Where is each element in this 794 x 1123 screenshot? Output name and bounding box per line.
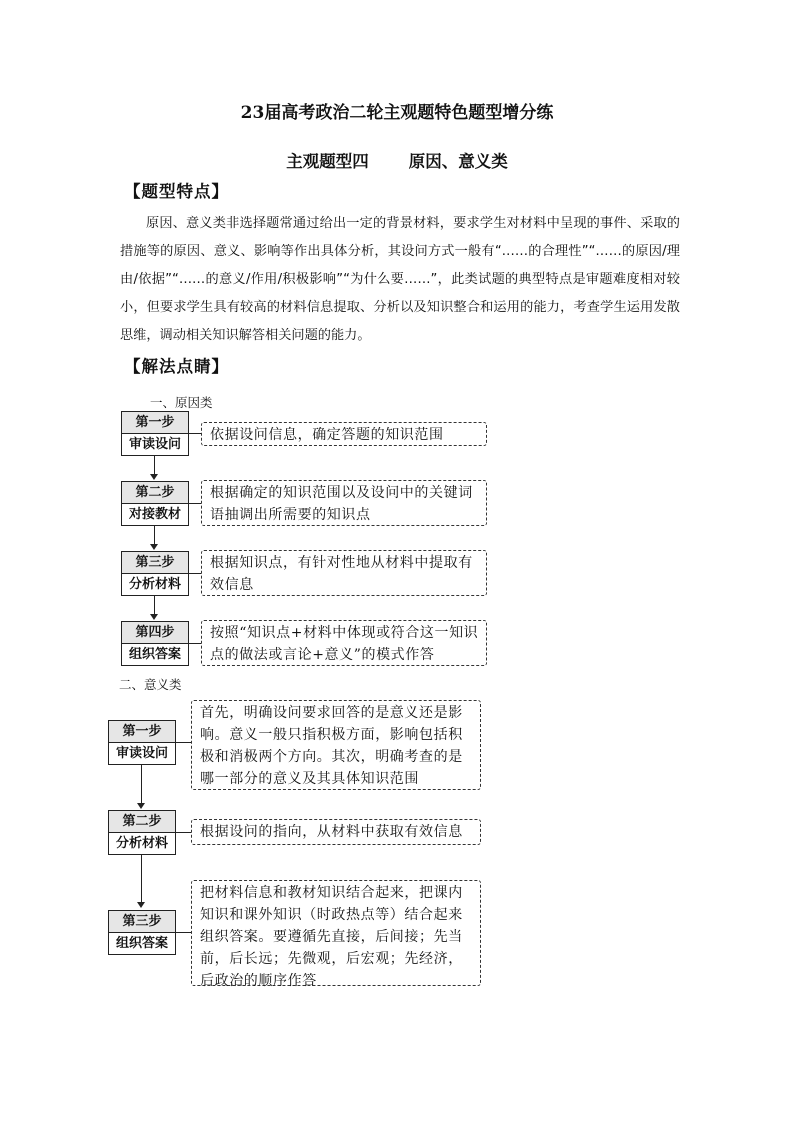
cause-step-1-name: 审读设问 bbox=[128, 437, 181, 452]
cause-step-4 bbox=[121, 621, 189, 666]
cause-step-2-desc: 根据确定的知识范围以及设问中的关键词语抽调出所需要的知识点 bbox=[201, 480, 487, 526]
cause-step-3-name: 分析材料 bbox=[128, 577, 181, 592]
meaning-step-1-desc: 首先，明确设问要求回答的是意义还是影响。意义一般只指积极方面，影响包括积极和消极两个方向。其次，明确考查的是哪一部分的意义及其具体知识范围 bbox=[191, 700, 481, 790]
flow-line bbox=[141, 855, 142, 902]
subtitle-type: 主观题型四 bbox=[286, 152, 369, 171]
meaning-step-2-desc: 根据设问的指向，从材料中获取有效信息 bbox=[191, 819, 481, 845]
meaning-step-2 bbox=[108, 810, 176, 855]
flow-line bbox=[141, 765, 142, 803]
meaning-step-1-name: 审读设问 bbox=[115, 746, 168, 761]
connector bbox=[174, 742, 191, 743]
meaning-section-label: 二、意义类 bbox=[119, 677, 182, 692]
flow-line bbox=[154, 596, 155, 614]
cause-section-label: 一、原因类 bbox=[150, 395, 213, 410]
connector bbox=[174, 832, 191, 833]
cause-step-3-desc: 根据知识点，有针对性地从材料中提取有效信息 bbox=[201, 550, 487, 596]
cause-step-4-number: 第四步 bbox=[122, 622, 188, 644]
cause-step-3 bbox=[121, 551, 189, 596]
cause-step-2 bbox=[121, 481, 189, 526]
meaning-step-1 bbox=[108, 720, 176, 765]
meaning-step-3 bbox=[108, 910, 176, 955]
meaning-step-3-desc: 把材料信息和教材知识结合起来，把课内知识和课外知识（时政热点等）结合起来组织答案。要遵循先直接，后间接；先当前，后长远；先微观，后宏观；先经济，后政治的顺序作答 bbox=[191, 880, 481, 986]
flow-line bbox=[154, 526, 155, 544]
flow-line bbox=[154, 456, 155, 474]
arrow-down-icon bbox=[150, 544, 158, 550]
arrow-down-icon bbox=[137, 902, 145, 908]
cause-step-1 bbox=[121, 411, 189, 456]
meaning-step-3-number: 第三步 bbox=[109, 911, 175, 933]
connector bbox=[187, 433, 201, 434]
meaning-step-3-name: 组织答案 bbox=[115, 936, 168, 951]
arrow-down-icon bbox=[150, 474, 158, 480]
document-subtitle bbox=[0, 148, 794, 172]
cause-step-2-number: 第二步 bbox=[122, 482, 188, 504]
subtitle-category: 原因、意义类 bbox=[408, 152, 508, 171]
cause-step-4-desc: 按照“知识点+材料中体现或符合这一知识点的做法或言论+意义”的模式作答 bbox=[201, 620, 487, 666]
cause-step-2-name: 对接教材 bbox=[128, 507, 181, 522]
arrow-down-icon bbox=[137, 803, 145, 809]
connector bbox=[187, 573, 201, 574]
meaning-step-1-number: 第一步 bbox=[109, 721, 175, 743]
cause-step-1-desc: 依据设问信息，确定答题的知识范围 bbox=[201, 422, 487, 446]
meaning-step-2-number: 第二步 bbox=[109, 811, 175, 833]
connector bbox=[187, 503, 201, 504]
arrow-down-icon bbox=[150, 614, 158, 620]
method-heading: 【解法点睛】 bbox=[124, 357, 229, 376]
cause-step-1-number: 第一步 bbox=[122, 412, 188, 434]
cause-step-3-number: 第三步 bbox=[122, 552, 188, 574]
document-title: 23届高考政治二轮主观题特色题型增分练 bbox=[240, 103, 554, 123]
connector bbox=[187, 643, 201, 644]
features-heading: 【题型特点】 bbox=[124, 182, 229, 201]
cause-step-4-name: 组织答案 bbox=[128, 647, 181, 662]
features-paragraph: 原因、意义类非选择题常通过给出一定的背景材料，要求学生对材料中呈现的事件、采取的措施等的原因、意义、影响等作出具体分析，其设问方式一般有“……的合理性”“……的原因/理由/依据”“……的意义/作用/积极影响”“为什么要……”，此类试题的典型特点是审题难度相对较小，但要求学生具有较高的材料信息提取、分析以及知识整合和运用的能力，考查学生运用发散思维，调动相关知识解答相关问题的能力。 bbox=[120, 216, 680, 343]
connector bbox=[174, 932, 191, 933]
meaning-step-2-name: 分析材料 bbox=[115, 836, 168, 851]
